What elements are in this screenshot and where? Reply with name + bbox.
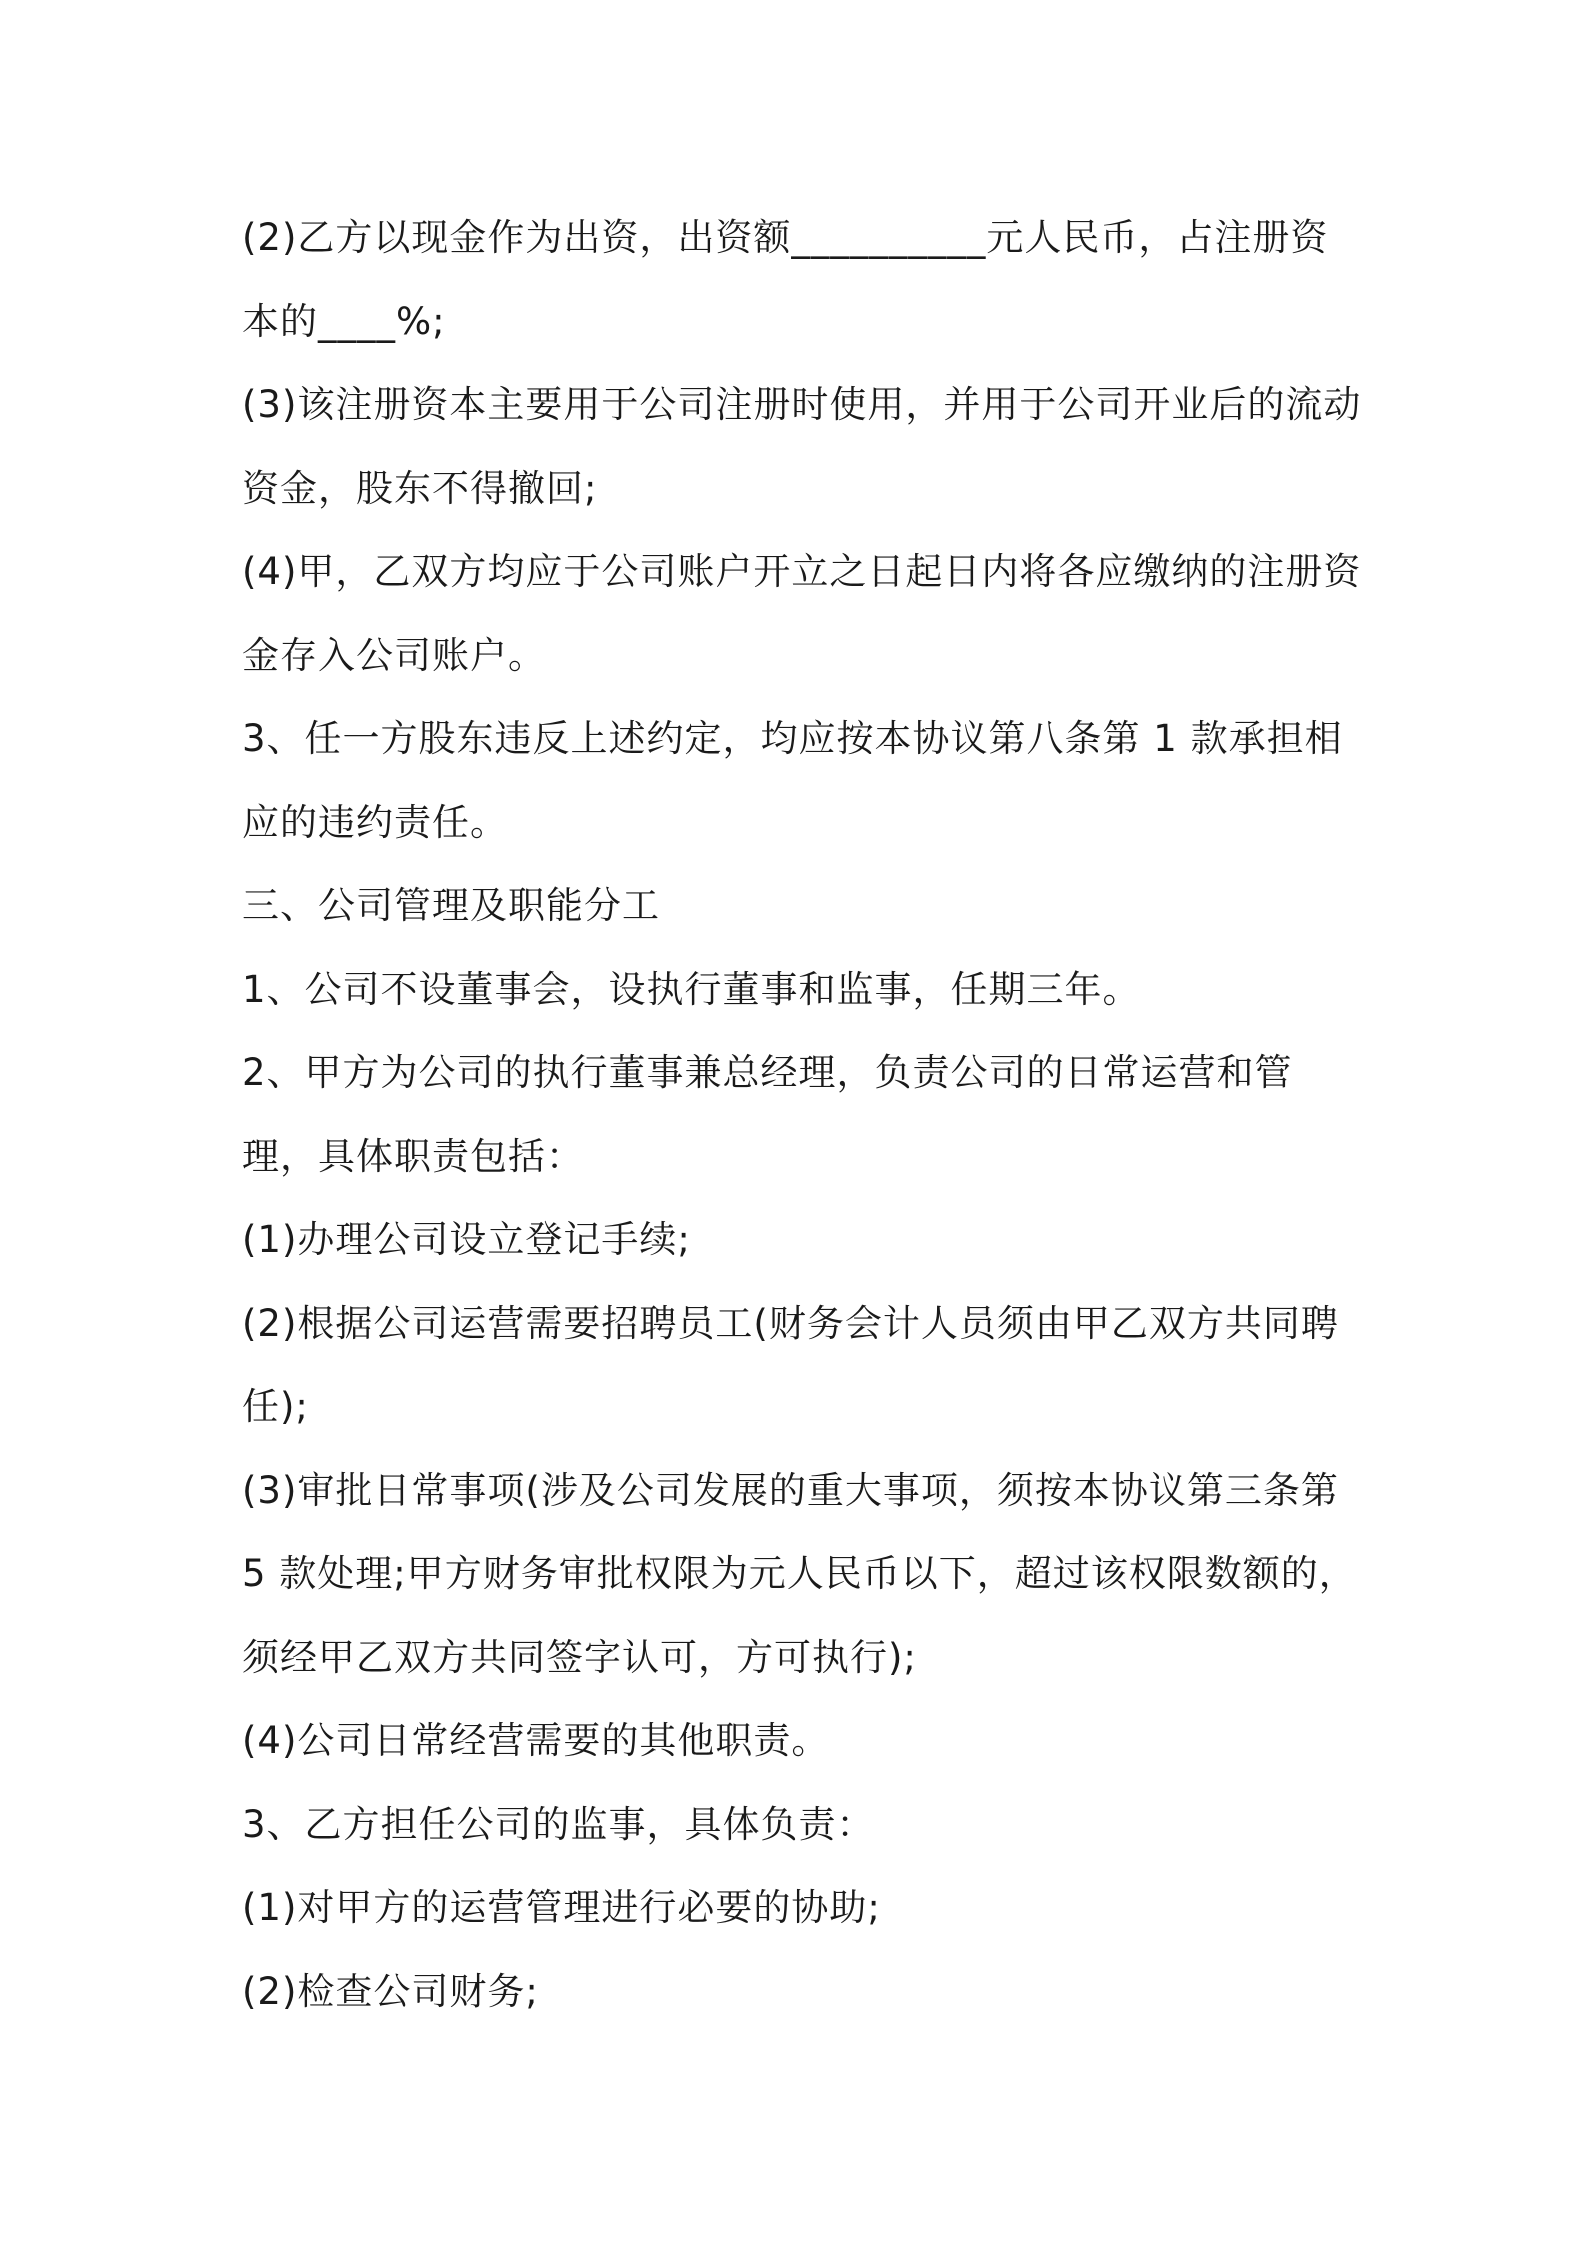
paragraph-capital-deposit: (4)甲，乙双方均应于公司账户开立之日起日内将各应缴纳的注册资金存入公司账户。 (242, 550, 1362, 677)
section-heading-management: 三、公司管理及职能分工 (242, 884, 660, 927)
list-item-registration: (1)办理公司设立登记手续; (242, 1218, 691, 1261)
paragraph-breach-liability: 3、任一方股东违反上述约定，均应按本协议第八条第 1 款承担相应的违约责任。 (242, 717, 1343, 844)
paragraph-capital-usage: (3)该注册资本主要用于公司注册时使用，并用于公司开业后的流动资金，股东不得撤回; (242, 383, 1362, 510)
paragraph-no-board: 1、公司不设董事会，设执行董事和监事，任期三年。 (242, 967, 1141, 1011)
paragraph-party-a-duties: 2、甲方为公司的执行董事兼总经理，负责公司的日常运营和管理，具体职责包括： (242, 1051, 1293, 1178)
list-item-assist-management: (1)对甲方的运营管理进行必要的协助; (242, 1886, 881, 1929)
list-item-recruitment: (2)根据公司运营需要招聘员工(财务会计人员须由甲乙双方共同聘任); (242, 1301, 1339, 1428)
list-item-other-duties: (4)公司日常经营需要的其他职责。 (242, 1719, 830, 1762)
paragraph-capital-contribution-cash: (2)乙方以现金作为出资，出资额__________元人民币，占注册资本的____%; (242, 216, 1329, 343)
document-body (242, 196, 1362, 2033)
list-item-approval: (3)审批日常事项(涉及公司发展的重大事项，须按本协议第三条第 5 款处理;甲方财务审批权限为元人民币以下，超过该权限数额的，须经甲乙双方共同签字认可，方可执行); (242, 1468, 1357, 1679)
list-item-inspect-finance: (2)检查公司财务; (242, 1969, 539, 2013)
paragraph-party-b-supervisor: 3、乙方担任公司的监事，具体负责： (242, 1802, 875, 1846)
